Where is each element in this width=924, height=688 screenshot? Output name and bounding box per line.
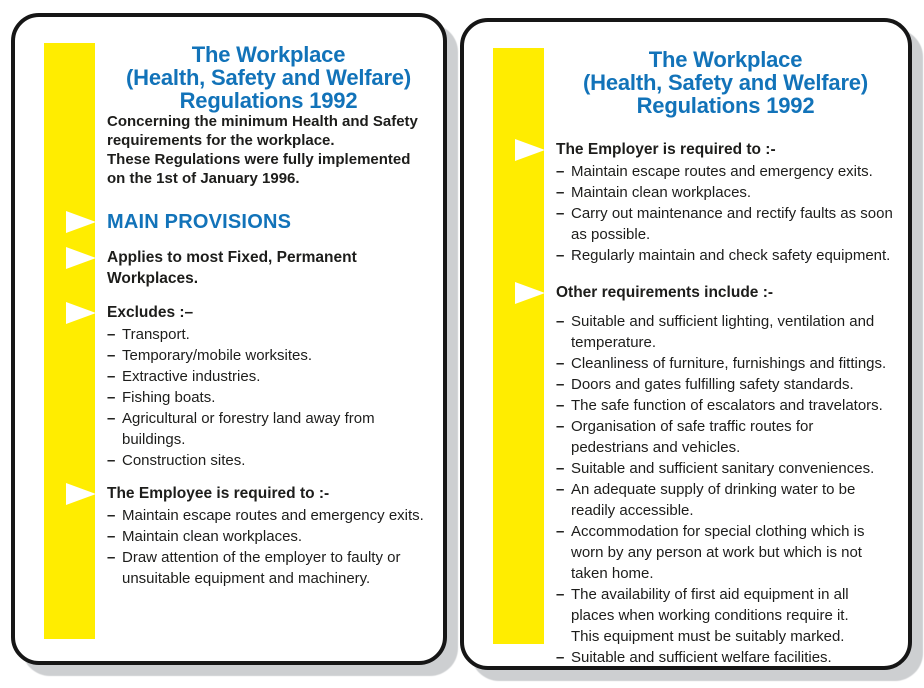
list-item — [556, 416, 895, 458]
list-item-dash: – — [556, 586, 565, 603]
list-item — [107, 324, 430, 345]
list-item-dash: – — [107, 528, 116, 545]
list-item-text: Suitable and sufficient welfare facilities. — [571, 649, 832, 666]
arrow-icon — [515, 282, 545, 304]
list-item-text: Organisation of safe traffic routes for pedestrians and vehicles. — [571, 418, 814, 456]
list-item — [556, 203, 895, 245]
list-item — [556, 161, 895, 182]
intro-paragraph: Concerning the minimum Health and Safety requirements for the workplace. — [107, 113, 418, 149]
list-item — [107, 450, 430, 471]
arrow-icon — [66, 247, 96, 269]
arrow-icon — [66, 211, 96, 233]
list-item-dash: – — [556, 418, 565, 435]
section-heading-other-requirements — [556, 282, 895, 303]
list-item-text: Carry out maintenance and rectify faults as soon as possible. — [571, 205, 893, 243]
list-item-text: Maintain escape routes and emergency exits. — [122, 507, 424, 524]
list-item — [107, 547, 430, 589]
section-heading-label: MAIN PROVISIONS — [107, 211, 292, 233]
list-item-text: Accommodation for special clothing which is worn by any person at work but which is not taken home. — [571, 523, 865, 582]
left-card-content — [107, 43, 430, 653]
list-item-dash: – — [107, 549, 116, 566]
list-item — [556, 647, 895, 668]
list-item — [556, 182, 895, 203]
intro-paragraph: These Regulations were fully implemented on the 1st of January 1996. — [107, 151, 411, 187]
list-item-dash: – — [556, 481, 565, 498]
list-item-text: Maintain escape routes and emergency exits. — [571, 163, 873, 180]
title-line: (Health, Safety and Welfare) — [126, 65, 411, 90]
list-item-text: Suitable and sufficient sanitary conveniences. — [571, 460, 875, 477]
list-item-text: Construction sites. — [122, 452, 246, 469]
section-heading-label: Other requirements include :- — [556, 284, 774, 301]
card-title — [556, 48, 895, 117]
list-item-text-continuation: This equipment must be suitably marked. — [571, 628, 845, 645]
arrow-icon — [66, 302, 96, 324]
left-card — [11, 13, 447, 665]
list-item — [556, 458, 895, 479]
arrow-icon — [66, 483, 96, 505]
arrow-icon — [515, 139, 545, 161]
list-item-text: The safe function of escalators and travelators. — [571, 397, 883, 414]
list-item-text: Doors and gates fulfilling safety standards. — [571, 376, 854, 393]
title-line: The Workplace — [191, 42, 346, 67]
section-heading-excludes — [107, 302, 430, 323]
list-item-dash: – — [107, 326, 116, 343]
list-item-text: Fishing boats. — [122, 389, 216, 406]
list-item-dash: – — [556, 205, 565, 222]
list-item-dash: – — [107, 507, 116, 524]
list-item-dash: – — [556, 397, 565, 414]
employer-list — [556, 161, 895, 266]
section-heading-main-provisions — [107, 210, 430, 234]
list-item — [107, 387, 430, 408]
list-item-dash: – — [556, 523, 565, 540]
list-item — [556, 245, 895, 266]
list-item — [107, 408, 430, 450]
list-item-dash: – — [556, 313, 565, 330]
title-line: (Health, Safety and Welfare) — [583, 70, 868, 95]
list-item — [107, 366, 430, 387]
list-item-dash: – — [107, 452, 116, 469]
excludes-list — [107, 324, 430, 471]
list-item-dash: – — [556, 355, 565, 372]
list-item-text: An adequate supply of drinking water to be readily accessible. — [571, 481, 856, 519]
section-heading-label: The Employee is required to :- — [107, 485, 330, 502]
list-item — [556, 353, 895, 374]
employee-list — [107, 505, 430, 589]
section-heading-label: Applies to most Fixed, Permanent Workplaces. — [107, 249, 357, 287]
list-item-text: Extractive industries. — [122, 368, 261, 385]
list-item-dash: – — [556, 460, 565, 477]
list-item-text: Agricultural or forestry land away from buildings. — [122, 410, 375, 448]
list-item-text: Regularly maintain and check safety equipment. — [571, 247, 891, 264]
other-requirements-list — [556, 311, 895, 668]
title-line: The Workplace — [648, 47, 803, 72]
list-item-dash: – — [556, 649, 565, 666]
list-item — [556, 395, 895, 416]
list-item-text — [571, 584, 895, 647]
list-item-dash: – — [556, 247, 565, 264]
list-item-text: Draw attention of the employer to faulty or unsuitable equipment and machinery. — [122, 549, 401, 587]
list-item-text: Cleanliness of furniture, furnishings and fittings. — [571, 355, 887, 372]
highlight-stripe — [44, 43, 95, 639]
right-card — [460, 18, 912, 670]
list-item-text: Suitable and sufficient lighting, ventilation and temperature. — [571, 313, 875, 351]
list-item-dash: – — [556, 376, 565, 393]
list-item-dash: – — [556, 184, 565, 201]
list-item-text: Maintain clean workplaces. — [571, 184, 752, 201]
section-heading-label: Excludes :– — [107, 304, 194, 321]
list-item-dash: – — [107, 389, 116, 406]
list-item — [556, 521, 895, 584]
list-item — [556, 584, 895, 647]
list-item — [107, 505, 430, 526]
list-item-dash: – — [107, 368, 116, 385]
list-item-text: Maintain clean workplaces. — [122, 528, 303, 545]
list-item — [107, 345, 430, 366]
list-item — [556, 374, 895, 395]
section-heading-employer — [556, 139, 895, 160]
title-line: Regulations 1992 — [636, 93, 815, 118]
highlight-stripe — [493, 48, 544, 644]
section-heading-applies — [107, 247, 430, 289]
list-item-dash: – — [107, 410, 116, 427]
list-item-text-main: The availability of first aid equipment in all places when working conditions require it. — [571, 586, 849, 624]
list-item — [107, 526, 430, 547]
list-item — [556, 311, 895, 353]
section-heading-label: The Employer is required to :- — [556, 141, 776, 158]
title-line: Regulations 1992 — [179, 88, 358, 113]
list-item-dash: – — [107, 347, 116, 364]
card-title — [107, 43, 430, 112]
right-card-content — [556, 47, 895, 666]
list-item — [556, 479, 895, 521]
list-item-text: Temporary/mobile worksites. — [122, 347, 313, 364]
list-item-dash: – — [556, 163, 565, 180]
section-heading-employee — [107, 483, 430, 504]
list-item-text: Transport. — [122, 326, 190, 343]
